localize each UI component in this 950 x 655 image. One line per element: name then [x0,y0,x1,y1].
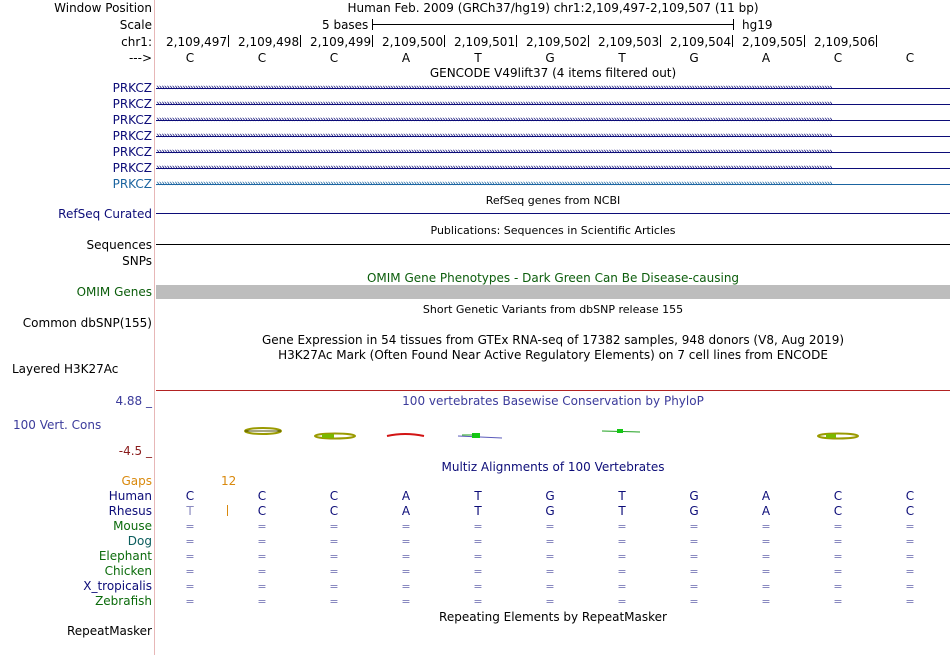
window-position-value: Human Feb. 2009 (GRCh37/hg19) chr1:2,109,497-2,109,507 (11 bp) [347,1,759,15]
alignment-base: = [185,580,195,593]
alignment-base: = [401,565,411,578]
chrom-label: chr1: [121,35,152,49]
omim-track-title: OMIM Gene Phenotypes - Dark Green Can Be Disease-causing [366,271,740,285]
gencode-item-label[interactable]: PRKCZ [112,145,152,159]
alignment-base: = [257,520,267,533]
alignment-base: = [617,535,627,548]
h3k27ac-track-title: H3K27Ac Mark (Often Found Near Active Regulatory Elements) on 7 cell lines from ENCODE [278,348,828,362]
repeatmasker-track-title: Repeating Elements by RepeatMasker [439,610,667,624]
conservation-track-label[interactable]: 100 Vert. Cons [13,418,102,432]
alignment-base: = [833,595,843,608]
alignment-base: = [401,535,411,548]
ruler-position: 2,109,506 [814,35,876,49]
alignment-base: = [833,565,843,578]
species-label[interactable]: Chicken [104,564,152,578]
alignment-base: = [185,550,195,563]
alignment-base: = [545,535,555,548]
alignment-base: = [905,595,915,608]
alignment-base: = [473,565,483,578]
alignment-base: = [617,520,627,533]
ruler-position: 2,109,499 [310,35,372,49]
alignment-base: = [257,595,267,608]
species-label[interactable]: Zebrafish [95,594,152,608]
alignment-base: T [474,489,482,503]
alignment-base: = [329,595,339,608]
species-label[interactable]: Dog [127,534,152,548]
alignment-base: = [401,520,411,533]
window-position-label: Window Position [54,1,152,15]
alignment-base: = [617,565,627,578]
alignment-base: C [329,489,339,503]
alignment-base: = [329,565,339,578]
dna-base: A [761,51,771,65]
alignment-base: T [618,489,626,503]
alignment-base: A [401,489,411,503]
alignment-base: = [257,565,267,578]
sequences-track-title: Publications: Sequences in Scientific Articles [430,224,676,237]
alignment-base: = [185,535,195,548]
gencode-item-label[interactable]: PRKCZ [112,161,152,175]
gencode-transcript-line[interactable]: ›››››››››››››››››››››››››››››››››››››››››››››››››››››››››››››››››››››››››››››››››››››››››››››››››››››››››››››››››››››››››››››››››››››››››››››››››››››››››››››››››››››››››››››››››››››››››››››››››››››››››››››››››››››››››››››››››››››››››››››››››››››››››››››››››››› [156,179,950,189]
species-label[interactable]: Mouse [113,519,152,533]
alignment-base: = [761,535,771,548]
repeatmasker-track-label[interactable]: RepeatMasker [66,624,152,638]
ruler-position: 2,109,502 [526,35,588,49]
dna-base: A [401,51,411,65]
alignment-base: = [401,595,411,608]
alignment-base: = [905,550,915,563]
alignment-base: C [905,504,915,518]
ruler-position: 2,109,500 [382,35,444,49]
alignment-base: = [761,580,771,593]
alignment-base: = [329,520,339,533]
alignment-base: = [761,565,771,578]
gencode-track-title: GENCODE V49lift37 (4 items filtered out) [429,66,677,80]
alignment-base: C [833,489,843,503]
gencode-item-label[interactable]: PRKCZ [112,177,152,191]
gap-marker [227,505,228,516]
alignment-base: = [689,535,699,548]
ruler-position: 2,109,498 [238,35,300,49]
conservation-mark [826,434,836,438]
alignment-base: = [545,580,555,593]
alignment-base: = [473,595,483,608]
alignment-base: C [905,489,915,503]
species-label[interactable]: Human [108,489,152,503]
alignment-base: = [617,580,627,593]
dbsnp-track-label[interactable]: Common dbSNP(155) [22,316,152,330]
alignment-base: = [257,550,267,563]
ruler-position: 2,109,504 [670,35,732,49]
alignment-base: A [761,504,771,518]
alignment-base: = [689,550,699,563]
alignment-base: G [689,489,699,503]
alignment-base: = [833,580,843,593]
alignment-base: = [185,565,195,578]
alignment-base: = [761,550,771,563]
conservation-mark [387,434,424,436]
alignment-base: G [545,504,555,518]
dna-base: C [329,51,339,65]
alignment-base: = [689,565,699,578]
conservation-mark [322,434,334,438]
alignment-base: = [617,595,627,608]
alignment-base: = [905,565,915,578]
alignment-base: = [833,550,843,563]
alignment-base: = [257,535,267,548]
dna-base: C [185,51,195,65]
scale-text: 5 bases [322,18,369,32]
alignment-base: = [905,520,915,533]
dna-base: G [545,51,555,65]
alignment-base: C [257,489,267,503]
gencode-transcript-line[interactable]: ›››››››››››››››››››››››››››››››››››››››››››››››››››››››››››››››››››››››››››››››››››››››››››››››››››››››››››››››››››››››››››››››››››››››››››››››››››››››››››››››››››››››››››››››››››››››››››››››››››››››››››››››››››››››››››››››››››››››››››››››››››››››››››››››››››› [156,83,950,93]
dna-base: C [905,51,915,65]
alignment-base: = [329,535,339,548]
alignment-base: C [185,489,195,503]
alignment-base: = [761,520,771,533]
ruler-position: 2,109,505 [742,35,804,49]
refseq-track-label[interactable]: RefSeq Curated [58,207,152,221]
conservation-mark [818,434,858,439]
sequences-track-label[interactable]: Sequences [86,238,152,252]
alignment-base: = [473,550,483,563]
alignment-base: = [545,595,555,608]
alignment-base: A [401,504,411,518]
species-label[interactable]: Rhesus [108,504,152,518]
gencode-transcript-line[interactable]: ›››››››››››››››››››››››››››››››››››››››››››››››››››››››››››››››››››››››››››››››››››››››››››››››››››››››››››››››››››››››››››››››››››››››››››››››››››››››››››››››››››››››››››››››››››››››››››››››››››››››››››››››››››››››››››››››››››››››››››››››››››››››››››››››››››› [156,131,950,141]
conservation-max-label: 4.88 _ [115,394,152,408]
alignment-base: = [185,520,195,533]
assembly-name: hg19 [742,18,773,32]
alignment-base: = [545,565,555,578]
alignment-base: C [833,504,843,518]
gencode-transcript-line[interactable]: ›››››››››››››››››››››››››››››››››››››››››››››››››››››››››››››››››››››››››››››››››››››››››››››››››››››››››››››››››››››››››››››››››››››››››››››››››››››››››››››››››››››››››››››››››››››››››››››››››››››››››››››››››››››››››››››››››››››››››››››››››››››››››››››››››››› [156,99,950,109]
gaps-value: 12 [221,474,237,488]
dna-base: T [618,51,626,65]
ruler-position: 2,109,501 [454,35,516,49]
alignment-base: = [329,550,339,563]
ruler-position: 2,109,503 [598,35,660,49]
gaps-label: Gaps [121,474,152,488]
alignment-base: = [545,550,555,563]
alignment-base: = [473,520,483,533]
dna-base: C [257,51,267,65]
snps-track-label[interactable]: SNPs [122,254,152,268]
gencode-item-label[interactable]: PRKCZ [112,81,152,95]
alignment-base: = [761,595,771,608]
gencode-item-label[interactable]: PRKCZ [112,129,152,143]
alignment-base: = [401,580,411,593]
alignment-base: = [617,550,627,563]
alignment-base: G [689,504,699,518]
ruler-position: 2,109,497 [166,35,228,49]
strand-arrow-label: ---> [128,51,152,65]
alignment-base: = [545,520,555,533]
alignment-base: = [257,580,267,593]
gencode-item-label[interactable]: PRKCZ [112,113,152,127]
dna-base: T [474,51,482,65]
alignment-base: G [545,489,555,503]
conservation-min-label: -4.5 _ [118,444,152,458]
alignment-base: = [473,535,483,548]
dna-base: C [833,51,843,65]
gencode-transcript-line[interactable]: ›››››››››››››››››››››››››››››››››››››››››››››››››››››››››››››››››››››››››››››››››››››››››››››››››››››››››››››››››››››››››››››››››››››››››››››››››››››››››››››››››››››››››››››››››››››››››››››››››››››››››››››››››››››››››››››››››››››››››››››››››››››››››››››››››››› [156,163,950,173]
alignment-base: = [401,550,411,563]
species-label[interactable]: X_tropicalis [83,579,152,593]
conservation-track-title: 100 vertebrates Basewise Conservation by PhyloP [402,394,704,408]
alignment-base: A [761,489,771,503]
alignment-base: = [689,595,699,608]
dbsnp-track-title: Short Genetic Variants from dbSNP release 155 [422,303,684,316]
alignment-base: = [833,535,843,548]
alignment-base: = [905,535,915,548]
gencode-transcript-line[interactable]: ›››››››››››››››››››››››››››››››››››››››››››››››››››››››››››››››››››››››››››››››››››››››››››››››››››››››››››››››››››››››››››››››››››››››››››››››››››››››››››››››››››››››››››››››››››››››››››››››››››››››››››››››››››››››››››››››››››››››››››››››››››››››››››››››››››› [156,115,950,125]
conservation-mark [617,429,623,433]
alignment-base: = [905,580,915,593]
omim-track-label[interactable]: OMIM Genes [76,285,152,299]
species-label[interactable]: Elephant [98,549,152,563]
alignment-base: = [833,520,843,533]
alignment-base: = [329,580,339,593]
alignment-base: C [257,504,267,518]
gtex-track-title: Gene Expression in 54 tissues from GTEx RNA-seq of 17382 samples, 948 donors (V8, Aug 2019) [261,333,845,347]
h3k27ac-track-label[interactable]: Layered H3K27Ac [12,362,119,376]
conservation-mark [315,434,355,439]
alignment-base: T [618,504,626,518]
alignment-base: = [689,520,699,533]
gencode-transcript-line[interactable]: ›››››››››››››››››››››››››››››››››››››››››››››››››››››››››››››››››››››››››››››››››››››››››››››››››››››››››››››››››››››››››››››››››››››››››››››››››››››››››››››››››››››››››››››››››››››››››››››››››››››››››››››››››››››››››››››››››››››››››››››››››››››››››››››››››››› [156,147,950,157]
alignment-base: = [473,580,483,593]
multiz-track-title: Multiz Alignments of 100 Vertebrates [441,460,665,474]
scale-label: Scale [119,18,152,32]
alignment-base: C [329,504,339,518]
gencode-item-label[interactable]: PRKCZ [112,97,152,111]
alignment-base: T [186,504,194,518]
refseq-track-title: RefSeq genes from NCBI [485,194,621,207]
alignment-base: T [474,504,482,518]
alignment-base: = [185,595,195,608]
alignment-base: = [689,580,699,593]
dna-base: G [689,51,699,65]
